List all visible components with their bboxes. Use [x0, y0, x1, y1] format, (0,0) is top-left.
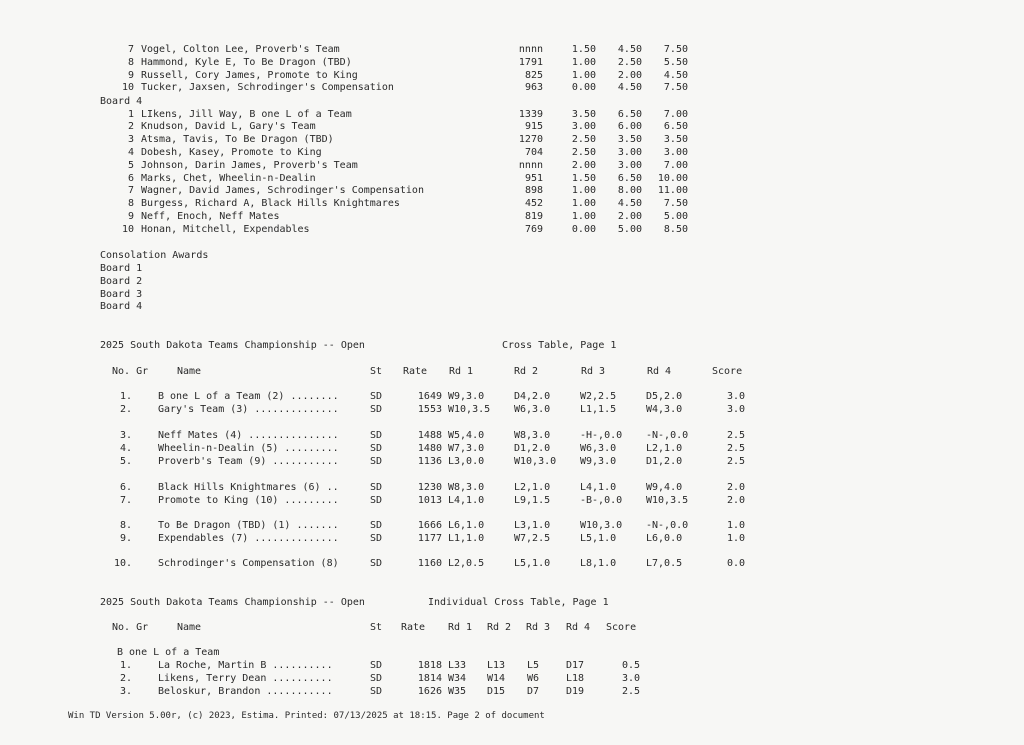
cross-row-no: 8.: [119, 520, 132, 531]
cross-row-score: 2.0: [726, 482, 745, 493]
board4-row-rating: 1270: [518, 134, 543, 146]
board4-row-score-1: 1.00: [571, 210, 596, 222]
cross-row-rd1: W7,3.0: [448, 443, 485, 454]
board4-row-number: 8: [127, 198, 134, 210]
board4-row-name: Atsma, Tavis, To Be Dragon (TBD): [141, 134, 334, 146]
board4-row-score-3: 7.50: [663, 198, 688, 210]
board4-row-score-1: 0.00: [571, 223, 596, 235]
cross-row-rd4: D5,2.0: [646, 391, 683, 402]
board4-row-number: 9: [127, 210, 134, 222]
ind-header-rd3: Rd 3: [526, 622, 551, 633]
cross-row-no: 6.: [119, 482, 132, 493]
ind-row-rate: 1814: [417, 672, 442, 684]
ind-row-rate: 1626: [417, 685, 442, 697]
board3-row-score-1: 1.00: [571, 56, 596, 68]
consolation-board: Board 3: [100, 288, 143, 300]
board4-row-number: 7: [127, 185, 134, 197]
cross-row-no: 4.: [119, 443, 132, 454]
cross-row-score: 2.0: [726, 495, 745, 506]
board3-row-number: 8: [127, 56, 134, 68]
board4-row-score-2: 8.00: [617, 185, 642, 197]
cross-row-no: 1.: [119, 391, 132, 402]
board3-row-number: 9: [127, 69, 134, 81]
board4-row-score-3: 8.50: [663, 223, 688, 235]
ind-header-st: St: [370, 622, 383, 633]
cross-row-name: Black Hills Knightmares (6) ..: [158, 482, 339, 493]
ind-row-rd3: D7: [527, 685, 540, 697]
board4-row-name: Dobesh, Kasey, Promote to King: [141, 146, 322, 158]
cross-row-rd4: W10,3.5: [646, 495, 689, 506]
ind-row-rd3: W6: [527, 672, 540, 684]
ind-row-score: 0.5: [621, 660, 640, 671]
cross-row-score: 3.0: [726, 404, 745, 415]
ind-row-rd2: L13: [487, 660, 506, 671]
board4-row-score-1: 1.00: [571, 185, 596, 197]
ind-row-rd4: L18: [566, 672, 585, 684]
cross-row-no: 2.: [119, 404, 132, 415]
cross-row-rd4: L2,1.0: [646, 443, 683, 454]
ind-header-rd4: Rd 4: [566, 622, 591, 633]
board3-row-score-1: 1.00: [571, 69, 596, 81]
cross-row-st: SD: [370, 391, 383, 402]
cross-row-rd4: D1,2.0: [646, 456, 683, 467]
cross-row-st: SD: [370, 533, 383, 544]
header-no: No. Gr: [112, 366, 149, 377]
cross-row-rd2: L2,1.0: [514, 482, 551, 493]
cross-row-name: Gary's Team (3) ..............: [158, 404, 339, 415]
board4-row-score-3: 5.00: [663, 210, 688, 222]
cross-row-rd2: W6,3.0: [514, 404, 551, 415]
cross-row-rd1: W5,4.0: [448, 430, 485, 441]
cross-row-rd4: W4,3.0: [646, 404, 683, 415]
board4-row-number: 3: [127, 134, 134, 146]
board4-row-score-1: 3.50: [571, 108, 596, 120]
board3-row-score-2: 2.50: [617, 56, 642, 68]
header-rd3: Rd 3: [581, 366, 606, 377]
board4-row-score-2: 2.00: [617, 210, 642, 222]
cross-row-name: Proverb's Team (9) ...........: [158, 456, 339, 467]
cross-row-rate: 1013: [417, 495, 442, 506]
ind-row-rd3: L5: [527, 660, 540, 671]
cross-row-rd1: W8,3.0: [448, 482, 485, 493]
board3-row-name: Hammond, Kyle E, To Be Dragon (TBD): [141, 56, 352, 68]
ind-header-name: Name: [177, 622, 202, 633]
board3-row-rating: 825: [524, 69, 543, 81]
board3-row-name: Tucker, Jaxsen, Schrodinger's Compensation: [141, 82, 394, 94]
header-rd2: Rd 2: [514, 366, 539, 377]
header-name: Name: [177, 366, 202, 377]
footer-text: Win TD Version 5.00r, (c) 2023, Estima. Printed: 07/13/2025 at 18:15. Page 2 of document: [68, 711, 545, 721]
board3-row-number: 7: [127, 44, 134, 55]
individual-table-page-label: Individual Cross Table, Page 1: [428, 597, 609, 608]
board4-row-rating: 898: [524, 185, 543, 197]
cross-row-rd4: -N-,0.0: [646, 520, 689, 531]
board3-row-rating: 963: [524, 82, 543, 94]
board3-row-score-3: 7.50: [663, 44, 688, 55]
board4-row-name: Burgess, Richard A, Black Hills Knightmares: [141, 198, 400, 210]
cross-row-rd3: -H-,0.0: [580, 430, 623, 441]
board4-row-number: 4: [127, 146, 134, 158]
cross-table-title: 2025 South Dakota Teams Championship -- Open: [100, 340, 365, 351]
cross-row-st: SD: [370, 482, 383, 493]
cross-row-no: 3.: [119, 430, 132, 441]
ind-row-rd1: W34: [448, 672, 467, 684]
cross-row-rate: 1666: [417, 520, 442, 531]
cross-row-rate: 1177: [417, 533, 442, 544]
board4-row-score-2: 5.00: [617, 223, 642, 235]
cross-row-st: SD: [370, 558, 383, 569]
board3-row-rating: nnnn: [518, 44, 543, 55]
board4-row-score-2: 3.00: [617, 159, 642, 171]
cross-row-rd1: L1,1.0: [448, 533, 485, 544]
board4-row-number: 2: [127, 121, 134, 133]
cross-row-rate: 1480: [417, 443, 442, 454]
cross-row-rd1: W9,3.0: [448, 391, 485, 402]
board4-row-score-3: 7.00: [663, 108, 688, 120]
cross-row-st: SD: [370, 495, 383, 506]
cross-row-score: 1.0: [726, 520, 745, 531]
board4-row-score-2: 3.50: [617, 134, 642, 146]
board4-row-rating: 915: [524, 121, 543, 133]
cross-row-rd2: L3,1.0: [514, 520, 551, 531]
cross-row-rd3: -B-,0.0: [580, 495, 623, 506]
board4-row-score-1: 3.00: [571, 121, 596, 133]
cross-row-rate: 1230: [417, 482, 442, 493]
cross-row-rd3: W10,3.0: [580, 520, 623, 531]
board4-row-score-2: 6.50: [617, 172, 642, 184]
cross-row-rd3: W2,2.5: [580, 391, 617, 402]
cross-row-rd4: L6,0.0: [646, 533, 683, 544]
ind-row-st: SD: [370, 685, 383, 697]
board4-row-score-3: 6.50: [663, 121, 688, 133]
board4-row-score-2: 6.00: [617, 121, 642, 133]
ind-row-no: 1.: [119, 660, 132, 671]
cross-row-rd2: D4,2.0: [514, 391, 551, 402]
cross-row-score: 2.5: [726, 430, 745, 441]
cross-row-rate: 1553: [417, 404, 442, 415]
board3-row-name: Vogel, Colton Lee, Proverb's Team: [141, 44, 340, 55]
board4-row-rating: 452: [524, 198, 543, 210]
board4-row-rating: 1339: [518, 108, 543, 120]
board3-row-score-2: 4.50: [617, 82, 642, 94]
cross-row-rate: 1649: [417, 391, 442, 402]
board4-row-score-2: 3.00: [617, 146, 642, 158]
ind-header-no: No. Gr: [112, 622, 149, 633]
board4-row-score-1: 2.50: [571, 146, 596, 158]
ind-row-st: SD: [370, 672, 383, 684]
board3-row-score-1: 0.00: [571, 82, 596, 94]
board4-row-score-3: 10.00: [657, 172, 688, 184]
cross-row-rate: 1136: [417, 456, 442, 467]
board4-row-rating: 769: [524, 223, 543, 235]
cross-row-rd3: L5,1.0: [580, 533, 617, 544]
cross-row-st: SD: [370, 456, 383, 467]
board4-row-score-1: 2.00: [571, 159, 596, 171]
ind-row-name: La Roche, Martin B ..........: [158, 660, 333, 671]
cross-row-rd4: W9,4.0: [646, 482, 683, 493]
cross-row-rd1: L6,1.0: [448, 520, 485, 531]
cross-row-name: Wheelin-n-Dealin (5) .........: [158, 443, 339, 454]
board4-row-score-1: 1.50: [571, 172, 596, 184]
board4-row-score-3: 3.00: [663, 146, 688, 158]
ind-header-rd2: Rd 2: [487, 622, 512, 633]
board4-row-rating: 951: [524, 172, 543, 184]
ind-team-name: B one L of a Team: [117, 647, 220, 658]
ind-header-rd1: Rd 1: [448, 622, 473, 633]
cross-table-page-label: Cross Table, Page 1: [502, 340, 617, 351]
ind-row-name: Likens, Terry Dean ..........: [158, 672, 333, 684]
header-score: Score: [712, 366, 743, 377]
cross-row-no: 7.: [119, 495, 132, 506]
cross-row-no: 5.: [119, 456, 132, 467]
board4-row-rating: 819: [524, 210, 543, 222]
consolation-board: Board 2: [100, 275, 143, 287]
board4-row-name: Wagner, David James, Schrodinger's Compensation: [141, 185, 424, 197]
cross-row-rd3: L4,1.0: [580, 482, 617, 493]
board3-row-name: Russell, Cory James, Promote to King: [141, 69, 358, 81]
cross-row-rd2: W7,2.5: [514, 533, 551, 544]
board3-row-score-2: 2.00: [617, 69, 642, 81]
cross-row-rd2: L9,1.5: [514, 495, 551, 506]
board4-row-score-2: 6.50: [617, 108, 642, 120]
ind-row-rate: 1818: [417, 660, 442, 671]
individual-table-title: 2025 South Dakota Teams Championship -- Open: [100, 597, 365, 608]
cross-row-rd3: L1,1.5: [580, 404, 617, 415]
ind-row-score: 3.0: [621, 672, 640, 684]
board4-row-score-2: 4.50: [617, 198, 642, 210]
board4-row-score-3: 3.50: [663, 134, 688, 146]
cross-row-rd4: L7,0.5: [646, 558, 683, 569]
cross-row-name: Promote to King (10) .........: [158, 495, 339, 506]
cross-row-st: SD: [370, 443, 383, 454]
header-rd4: Rd 4: [647, 366, 672, 377]
cross-row-rd3: W6,3.0: [580, 443, 617, 454]
board4-row-number: 1: [127, 108, 134, 120]
header-rd1: Rd 1: [449, 366, 474, 377]
board3-row-rating: 1791: [518, 56, 543, 68]
ind-row-rd2: W14: [487, 672, 506, 684]
cross-row-rd4: -N-,0.0: [646, 430, 689, 441]
ind-row-rd1: W35: [448, 685, 467, 697]
ind-row-name: Beloskur, Brandon ...........: [158, 685, 333, 697]
ind-header-score: Score: [606, 622, 637, 633]
cross-row-no: 9.: [119, 533, 132, 544]
cross-row-name: To Be Dragon (TBD) (1) .......: [158, 520, 339, 531]
cross-row-rd1: L4,1.0: [448, 495, 485, 506]
cross-row-rd1: L2,0.5: [448, 558, 485, 569]
board4-row-number: 5: [127, 159, 134, 171]
cross-row-name: Neff Mates (4) ...............: [158, 430, 339, 441]
cross-row-rd3: W9,3.0: [580, 456, 617, 467]
consolation-title: Consolation Awards: [100, 250, 209, 261]
cross-row-score: 3.0: [726, 391, 745, 402]
board4-row-name: Marks, Chet, Wheelin-n-Dealin: [141, 172, 316, 184]
ind-row-rd2: D15: [487, 685, 506, 697]
consolation-board: Board 1: [100, 263, 143, 274]
ind-row-rd4: D19: [566, 685, 585, 697]
board4-row-name: LIkens, Jill Way, B one L of a Team: [141, 108, 352, 120]
cross-row-rd2: L5,1.0: [514, 558, 551, 569]
ind-row-no: 3.: [119, 685, 132, 697]
board3-row-score-3: 5.50: [663, 56, 688, 68]
cross-row-score: 2.5: [726, 456, 745, 467]
cross-row-name: Schrodinger's Compensation (8): [158, 558, 339, 569]
cross-row-rate: 1488: [417, 430, 442, 441]
cross-row-name: B one L of a Team (2) ........: [158, 391, 339, 402]
cross-row-score: 1.0: [726, 533, 745, 544]
ind-row-score: 2.5: [621, 685, 640, 697]
board4-row-rating: 704: [524, 146, 543, 158]
board4-row-number: 6: [127, 172, 134, 184]
cross-row-st: SD: [370, 430, 383, 441]
cross-row-name: Expendables (7) ..............: [158, 533, 339, 544]
cross-row-rd2: W8,3.0: [514, 430, 551, 441]
cross-row-st: SD: [370, 404, 383, 415]
board4-label: Board 4: [100, 96, 143, 107]
ind-row-rd1: L33: [448, 660, 467, 671]
cross-row-st: SD: [370, 520, 383, 531]
cross-row-rd1: W10,3.5: [448, 404, 491, 415]
board4-row-score-1: 2.50: [571, 134, 596, 146]
board3-row-score-2: 4.50: [617, 44, 642, 55]
ind-row-rd4: D17: [566, 660, 585, 671]
cross-row-rd1: L3,0.0: [448, 456, 485, 467]
cross-row-rd2: D1,2.0: [514, 443, 551, 454]
cross-row-rate: 1160: [417, 558, 442, 569]
board4-row-score-3: 11.00: [657, 185, 688, 197]
board4-row-name: Neff, Enoch, Neff Mates: [141, 210, 280, 222]
board4-row-number: 10: [121, 223, 134, 235]
board4-row-name: Johnson, Darin James, Proverb's Team: [141, 159, 358, 171]
board4-row-score-1: 1.00: [571, 198, 596, 210]
header-st: St: [370, 366, 383, 377]
cross-row-rd3: L8,1.0: [580, 558, 617, 569]
board3-row-number: 10: [121, 82, 134, 94]
header-rate: Rate: [403, 366, 428, 377]
board4-row-name: Knudson, David L, Gary's Team: [141, 121, 316, 133]
board4-row-rating: nnnn: [518, 159, 543, 171]
ind-row-st: SD: [370, 660, 383, 671]
cross-row-score: 0.0: [726, 558, 745, 569]
board4-row-name: Honan, Mitchell, Expendables: [141, 223, 310, 235]
ind-row-no: 2.: [119, 672, 132, 684]
board4-row-score-3: 7.00: [663, 159, 688, 171]
board3-row-score-3: 7.50: [663, 82, 688, 94]
consolation-board: Board 4: [100, 301, 143, 313]
ind-header-rate: Rate: [401, 622, 426, 633]
board3-row-score-3: 4.50: [663, 69, 688, 81]
cross-row-rd2: W10,3.0: [514, 456, 557, 467]
cross-row-no: 10.: [113, 558, 132, 569]
board3-row-score-1: 1.50: [571, 44, 596, 55]
cross-row-score: 2.5: [726, 443, 745, 454]
